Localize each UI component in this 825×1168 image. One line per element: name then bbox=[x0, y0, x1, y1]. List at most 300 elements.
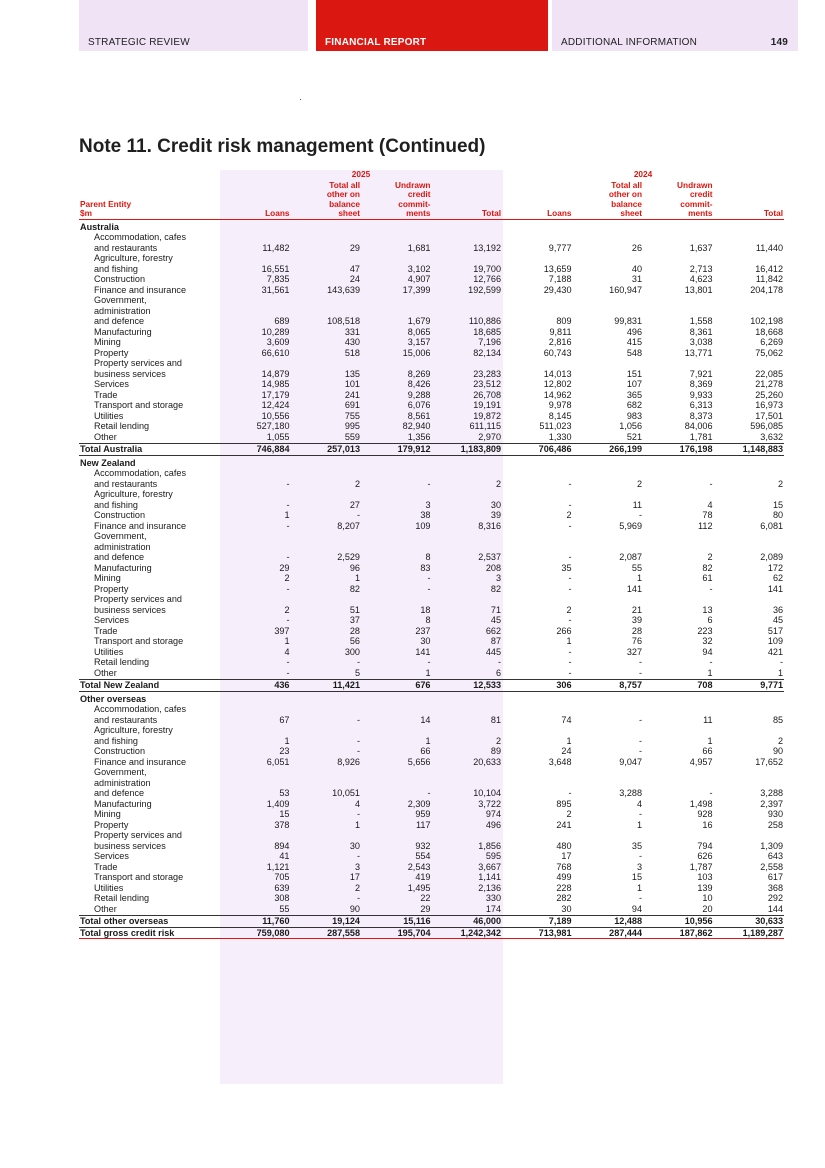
table-cell: 39 bbox=[490, 510, 502, 520]
table-cell: 16,551 bbox=[261, 263, 290, 274]
table-cell: 496 bbox=[485, 819, 502, 830]
table-cell: 83 bbox=[420, 562, 431, 573]
table-cell: 112 bbox=[698, 520, 713, 531]
row-label-line: Finance and insurance bbox=[94, 756, 187, 767]
table-cell: 287,444 bbox=[573, 927, 644, 939]
table-cell: 11,421 bbox=[291, 680, 362, 692]
table-cell: 17,399 bbox=[402, 284, 431, 295]
table-cell: 82 bbox=[490, 583, 502, 594]
column-header-line: commit- bbox=[680, 198, 713, 209]
table-row bbox=[79, 757, 784, 768]
table-cell: 107 bbox=[626, 379, 643, 389]
table-cell: - bbox=[286, 657, 290, 667]
column-header-line: balance bbox=[329, 198, 360, 209]
table-cell: 13,771 bbox=[684, 347, 713, 358]
row-label-line: Other bbox=[94, 903, 117, 914]
table-cell: 617 bbox=[767, 872, 784, 882]
table-cell: 1 bbox=[284, 735, 290, 746]
row-label bbox=[79, 390, 220, 401]
table-cell: 31,561 bbox=[261, 284, 290, 295]
table-cell: 3 bbox=[495, 573, 502, 583]
row-label bbox=[79, 757, 220, 768]
row-label bbox=[79, 253, 220, 274]
row-label-line: Australia bbox=[80, 221, 119, 232]
row-label-line: Property bbox=[94, 583, 129, 594]
table-cell: 6 bbox=[495, 667, 502, 678]
table-cell: 241 bbox=[344, 389, 360, 400]
table-cell: 2,558 bbox=[760, 861, 784, 872]
table-cell: 237 bbox=[415, 625, 431, 636]
table-cell: 7,196 bbox=[478, 337, 502, 347]
table-cell: - bbox=[568, 788, 572, 798]
column-header-line: Loans bbox=[265, 208, 290, 218]
section-total-row bbox=[79, 916, 784, 928]
table-cell: 11 bbox=[632, 499, 643, 510]
table-cell: 419 bbox=[415, 872, 431, 882]
row-label bbox=[79, 657, 220, 668]
row-label-line: Accommodation, cafes bbox=[94, 704, 186, 714]
table-cell: 3,667 bbox=[478, 861, 502, 872]
table-cell: 9,933 bbox=[689, 389, 713, 400]
table-cell: - bbox=[286, 478, 290, 489]
row-label-line: Other overseas bbox=[80, 693, 147, 704]
table-cell: 3,157 bbox=[407, 337, 431, 347]
table-cell: 5 bbox=[354, 667, 360, 678]
table-cell: 11,482 bbox=[262, 242, 290, 253]
table-cell: - bbox=[568, 583, 572, 594]
row-label bbox=[79, 444, 220, 456]
table-cell: 82 bbox=[702, 562, 713, 573]
row-label-line: Total Australia bbox=[80, 444, 143, 454]
tab-strategic-review[interactable]: STRATEGIC REVIEW bbox=[79, 0, 308, 51]
table-cell: 611,115 bbox=[469, 421, 502, 431]
row-label bbox=[79, 704, 220, 725]
table-cell: 499 bbox=[556, 872, 572, 882]
table-cell: 109 bbox=[767, 636, 784, 646]
table-cell: - bbox=[639, 746, 643, 756]
table-cell: - bbox=[356, 851, 360, 861]
column-header bbox=[502, 181, 573, 220]
table-cell: 40 bbox=[631, 263, 643, 274]
table-cell: - bbox=[427, 478, 431, 489]
table-cell: 71 bbox=[490, 604, 502, 615]
table-cell: 85 bbox=[772, 714, 784, 725]
table-cell: 55 bbox=[279, 903, 290, 914]
table-cell: 21,278 bbox=[755, 379, 784, 389]
row-label bbox=[79, 489, 220, 510]
table-cell: 66 bbox=[702, 746, 713, 756]
table-row bbox=[79, 820, 784, 831]
row-label bbox=[79, 411, 220, 422]
column-header-line: sheet bbox=[620, 208, 643, 218]
table-cell: 1 bbox=[707, 667, 713, 678]
table-cell: 1 bbox=[284, 636, 290, 646]
table-cell: - bbox=[356, 657, 360, 667]
table-cell: 755 bbox=[344, 410, 360, 421]
row-label bbox=[79, 725, 220, 746]
table-cell: - bbox=[568, 520, 572, 531]
table-cell: 6,081 bbox=[760, 520, 784, 531]
table-cell: 228 bbox=[556, 882, 572, 893]
row-label-line: Manufacturing bbox=[94, 798, 152, 809]
row-label-line: Government, bbox=[94, 295, 147, 305]
table-cell: 430 bbox=[344, 337, 360, 347]
table-cell: 15 bbox=[772, 499, 784, 510]
column-header bbox=[714, 181, 785, 220]
table-cell: 10 bbox=[702, 893, 713, 903]
table-cell: 3 bbox=[636, 861, 643, 872]
table-cell: 3,102 bbox=[407, 263, 431, 274]
row-label-line: Property bbox=[94, 819, 129, 830]
column-header bbox=[643, 181, 714, 220]
table-cell: 928 bbox=[697, 809, 713, 819]
table-cell: - bbox=[498, 657, 502, 667]
row-label-line: business services bbox=[94, 368, 166, 379]
table-cell: 141 bbox=[415, 646, 431, 657]
row-label bbox=[79, 626, 220, 637]
table-cell: 16,973 bbox=[755, 400, 784, 410]
table-cell: - bbox=[356, 510, 360, 520]
tab-additional-information-label: ADDITIONAL INFORMATION bbox=[561, 37, 698, 48]
row-label-line: Trade bbox=[94, 625, 118, 636]
table-row bbox=[79, 468, 784, 489]
table-cell: 160,947 bbox=[609, 284, 643, 295]
table-cell: 9,777 bbox=[548, 242, 572, 253]
table-cell: - bbox=[356, 746, 360, 756]
column-header-line: Undrawn bbox=[677, 179, 713, 190]
table-cell: 47 bbox=[349, 263, 360, 274]
table-cell: 378 bbox=[274, 819, 290, 830]
row-label-line: Finance and insurance bbox=[94, 520, 187, 531]
table-cell: 1,121 bbox=[266, 861, 290, 872]
table-cell: 9,047 bbox=[619, 756, 643, 767]
table-cell: 257,013 bbox=[291, 444, 362, 456]
table-cell: 20,633 bbox=[473, 756, 502, 767]
table-cell: 90 bbox=[772, 746, 784, 756]
table-cell: 1,189,287 bbox=[714, 927, 785, 939]
table-cell: 29 bbox=[279, 562, 290, 573]
table-cell: 596,085 bbox=[750, 421, 784, 431]
row-label-line: Total other overseas bbox=[80, 916, 169, 926]
table-cell: 595 bbox=[485, 851, 502, 861]
table-cell: 66,610 bbox=[261, 347, 290, 358]
table-cell: 894 bbox=[274, 840, 290, 851]
row-label-line: and restaurants bbox=[94, 714, 158, 725]
table-cell: 708 bbox=[643, 680, 714, 692]
row-label-line: Retail lending bbox=[94, 421, 150, 431]
table-cell: 10,051 bbox=[332, 788, 360, 798]
table-cell: 1,781 bbox=[689, 431, 713, 442]
table-cell: 9,288 bbox=[407, 389, 431, 400]
table-row bbox=[79, 337, 784, 348]
table-cell: 995 bbox=[344, 421, 360, 431]
table-cell: 82 bbox=[349, 583, 360, 594]
row-label-line: Utilities bbox=[94, 410, 124, 421]
table-cell: 2,089 bbox=[760, 552, 784, 562]
table-cell: - bbox=[356, 735, 360, 746]
table-cell: 1,856 bbox=[478, 840, 502, 851]
table-row bbox=[79, 573, 784, 584]
table-cell: 82,134 bbox=[473, 347, 502, 358]
table-cell: 4,623 bbox=[689, 274, 713, 284]
table-cell: - bbox=[709, 583, 713, 594]
row-label bbox=[79, 295, 220, 327]
table-cell: 18,685 bbox=[473, 326, 502, 337]
table-cell: 13,192 bbox=[473, 242, 502, 253]
table-cell: 18 bbox=[420, 604, 431, 615]
row-label-line: Accommodation, cafes bbox=[94, 468, 186, 478]
table-cell: 2,543 bbox=[407, 861, 431, 872]
row-label-line: Property services and bbox=[94, 594, 182, 604]
table-cell: - bbox=[356, 809, 360, 819]
row-label-line: Utilities bbox=[94, 882, 124, 893]
table-cell: 11,842 bbox=[755, 274, 784, 284]
table-cell: 8,926 bbox=[337, 756, 360, 767]
table-cell: 1 bbox=[425, 667, 431, 678]
table-cell: 1 bbox=[354, 819, 360, 830]
table-cell: - bbox=[286, 520, 290, 531]
table-cell: 18,668 bbox=[755, 326, 784, 337]
table-cell: 176,198 bbox=[643, 444, 714, 456]
tab-financial-report[interactable]: FINANCIAL REPORT bbox=[316, 0, 548, 51]
page-number: 149 bbox=[770, 37, 788, 48]
table-cell: 36 bbox=[772, 604, 784, 615]
table-cell: 29,430 bbox=[543, 284, 572, 295]
table-cell: 195,704 bbox=[361, 927, 432, 939]
table-cell: 932 bbox=[415, 840, 431, 851]
table-row bbox=[79, 862, 784, 873]
table-cell: 1,558 bbox=[689, 316, 713, 326]
table-cell: - bbox=[568, 499, 572, 510]
table-cell: 368 bbox=[767, 882, 784, 893]
year-header-row bbox=[79, 170, 784, 181]
table-cell: 30,633 bbox=[714, 916, 785, 928]
table-cell: 559 bbox=[344, 431, 360, 442]
row-label bbox=[79, 680, 220, 692]
table-cell: 8,369 bbox=[689, 379, 713, 389]
row-label bbox=[79, 746, 220, 757]
table-cell: 11 bbox=[703, 714, 713, 725]
table-cell: - bbox=[568, 552, 572, 562]
table-cell: 14,879 bbox=[261, 368, 290, 379]
table-cell: 53 bbox=[279, 788, 290, 798]
column-header-line: Loans bbox=[547, 208, 572, 218]
table-row bbox=[79, 746, 784, 757]
table-cell: 23,283 bbox=[473, 368, 502, 379]
table-cell: 17,652 bbox=[755, 756, 784, 767]
table-cell: 2 bbox=[284, 604, 290, 615]
row-label bbox=[79, 767, 220, 799]
table-cell: 421 bbox=[767, 646, 784, 657]
table-body bbox=[79, 219, 784, 939]
table-cell: 56 bbox=[349, 636, 360, 646]
row-label-line: Utilities bbox=[94, 646, 124, 657]
table-cell: 14 bbox=[420, 714, 431, 725]
table-cell: 38 bbox=[420, 510, 431, 520]
table-cell: - bbox=[709, 657, 713, 667]
row-label bbox=[79, 668, 220, 680]
table-cell: 554 bbox=[415, 851, 431, 861]
table-cell: - bbox=[286, 552, 290, 562]
table-cell: 2 bbox=[566, 809, 572, 819]
table-cell: 7,189 bbox=[502, 916, 573, 928]
table-cell: 151 bbox=[626, 368, 643, 379]
row-label-line: Trade bbox=[94, 389, 118, 400]
table-cell: 1,495 bbox=[407, 882, 431, 893]
table-row bbox=[79, 830, 784, 851]
section-header-row bbox=[79, 691, 784, 704]
row-label bbox=[79, 510, 220, 521]
table-cell: 2 bbox=[354, 882, 360, 893]
table-cell: 8,361 bbox=[689, 326, 713, 337]
table-cell: 2 bbox=[566, 604, 572, 615]
table-cell: 676 bbox=[361, 680, 432, 692]
table-row bbox=[79, 379, 784, 390]
table-cell: 10,556 bbox=[261, 410, 290, 421]
entity-header bbox=[79, 181, 220, 220]
table-cell: 13,659 bbox=[543, 263, 572, 274]
row-label-line: Transport and storage bbox=[94, 872, 184, 882]
column-header bbox=[432, 181, 503, 220]
table-cell: 689 bbox=[274, 316, 290, 326]
table-cell: 1,356 bbox=[407, 431, 431, 442]
row-label-line: Property services and bbox=[94, 358, 182, 368]
table-cell: 258 bbox=[767, 819, 784, 830]
table-cell: - bbox=[709, 788, 713, 798]
table-cell: - bbox=[639, 667, 643, 678]
table-cell: 10,289 bbox=[261, 326, 290, 337]
table-cell: 15,116 bbox=[361, 916, 432, 928]
table-cell: - bbox=[568, 646, 572, 657]
table-cell: 3,288 bbox=[619, 788, 643, 798]
table-cell: 7,188 bbox=[548, 274, 572, 284]
table-cell: 143,639 bbox=[327, 284, 360, 295]
table-cell: 8 bbox=[425, 615, 431, 625]
row-label bbox=[79, 904, 220, 916]
table-cell: 306 bbox=[502, 680, 573, 692]
table-cell: 20 bbox=[702, 903, 713, 914]
table-cell: 12,488 bbox=[573, 916, 644, 928]
table-cell: 682 bbox=[626, 400, 643, 410]
table-cell: 32 bbox=[702, 636, 713, 646]
row-label-line: Other bbox=[94, 431, 117, 442]
tab-additional-information[interactable] bbox=[552, 0, 798, 51]
page-title: Note 11. Credit risk management (Continued) bbox=[79, 136, 486, 157]
table-cell: 28 bbox=[631, 625, 643, 636]
table-cell: 45 bbox=[772, 615, 784, 625]
table-cell: - bbox=[639, 809, 643, 819]
table-cell: 4 bbox=[354, 798, 360, 809]
table-cell: 28 bbox=[349, 625, 360, 636]
table-cell: 521 bbox=[626, 431, 643, 442]
table-cell: 141 bbox=[626, 583, 643, 594]
table-cell: - bbox=[639, 893, 643, 903]
row-label-line: Total New Zealand bbox=[80, 680, 160, 690]
table-cell: 518 bbox=[344, 347, 360, 358]
table-cell: 4 bbox=[707, 499, 713, 510]
table-cell: 415 bbox=[626, 337, 643, 347]
table-row bbox=[79, 390, 784, 401]
table-cell: 17,179 bbox=[261, 389, 290, 400]
column-header-line: Total all bbox=[611, 179, 643, 190]
table-cell: 30 bbox=[420, 636, 431, 646]
table-row bbox=[79, 725, 784, 746]
row-label bbox=[79, 691, 784, 704]
table-cell: 35 bbox=[631, 840, 643, 851]
table-cell: 2,397 bbox=[760, 798, 784, 809]
table-cell: 8 bbox=[425, 552, 431, 562]
table-cell: 172 bbox=[767, 562, 784, 573]
row-label-line: and fishing bbox=[94, 499, 138, 510]
year-2024-label: 2024 bbox=[633, 169, 653, 179]
row-label bbox=[79, 337, 220, 348]
table-row bbox=[79, 809, 784, 820]
table-cell: 94 bbox=[631, 903, 643, 914]
table-cell: 691 bbox=[344, 400, 360, 410]
row-label bbox=[79, 594, 220, 615]
row-label bbox=[79, 883, 220, 894]
row-label-line: business services bbox=[94, 604, 166, 615]
table-cell: 1,679 bbox=[407, 316, 431, 326]
table-cell: 101 bbox=[344, 379, 360, 389]
column-header-line: Undrawn bbox=[395, 179, 431, 190]
table-cell: 1,141 bbox=[478, 872, 502, 882]
table-cell: 96 bbox=[349, 562, 360, 573]
table-cell: 2 bbox=[636, 478, 643, 489]
row-label bbox=[79, 531, 220, 563]
table-row bbox=[79, 647, 784, 658]
table-cell: 1 bbox=[778, 667, 784, 678]
table-cell: 6 bbox=[707, 615, 713, 625]
table-cell: 39 bbox=[631, 615, 643, 625]
table-cell: 643 bbox=[767, 851, 784, 861]
table-cell: 480 bbox=[556, 840, 572, 851]
row-label-line: business services bbox=[94, 840, 166, 851]
table-cell: 6,313 bbox=[689, 400, 713, 410]
row-label bbox=[79, 893, 220, 904]
table-cell: 1,242,342 bbox=[432, 927, 503, 939]
table-cell: 287,558 bbox=[291, 927, 362, 939]
row-label-line: Mining bbox=[94, 809, 121, 819]
section-header-row bbox=[79, 219, 784, 232]
table-cell: 8,426 bbox=[407, 379, 431, 389]
table-row bbox=[79, 657, 784, 668]
table-cell: 26,708 bbox=[473, 389, 502, 400]
table-cell: 174 bbox=[485, 903, 502, 914]
table-cell: 4 bbox=[636, 798, 643, 809]
table-cell: 15,006 bbox=[402, 347, 431, 358]
table-cell: 2,970 bbox=[478, 431, 502, 442]
table-row bbox=[79, 348, 784, 359]
table-row bbox=[79, 253, 784, 274]
table-cell: 13 bbox=[702, 604, 713, 615]
table-cell: 7,835 bbox=[266, 274, 290, 284]
table-cell: 55 bbox=[631, 562, 643, 573]
table-cell: 21 bbox=[631, 604, 643, 615]
table-cell: 204,178 bbox=[750, 284, 784, 295]
table-row bbox=[79, 668, 784, 680]
table-cell: 8,757 bbox=[573, 680, 644, 692]
table-cell: 144 bbox=[767, 903, 784, 914]
table-cell: 1 bbox=[284, 510, 290, 520]
column-header-line: Total bbox=[763, 208, 784, 218]
table-cell: 2,537 bbox=[478, 552, 502, 562]
table-cell: 300 bbox=[344, 646, 360, 657]
row-label-line: administration bbox=[94, 305, 151, 316]
column-header-line: Total all bbox=[329, 179, 360, 190]
row-label-line: Property services and bbox=[94, 830, 182, 840]
table-cell: 2 bbox=[495, 735, 502, 746]
